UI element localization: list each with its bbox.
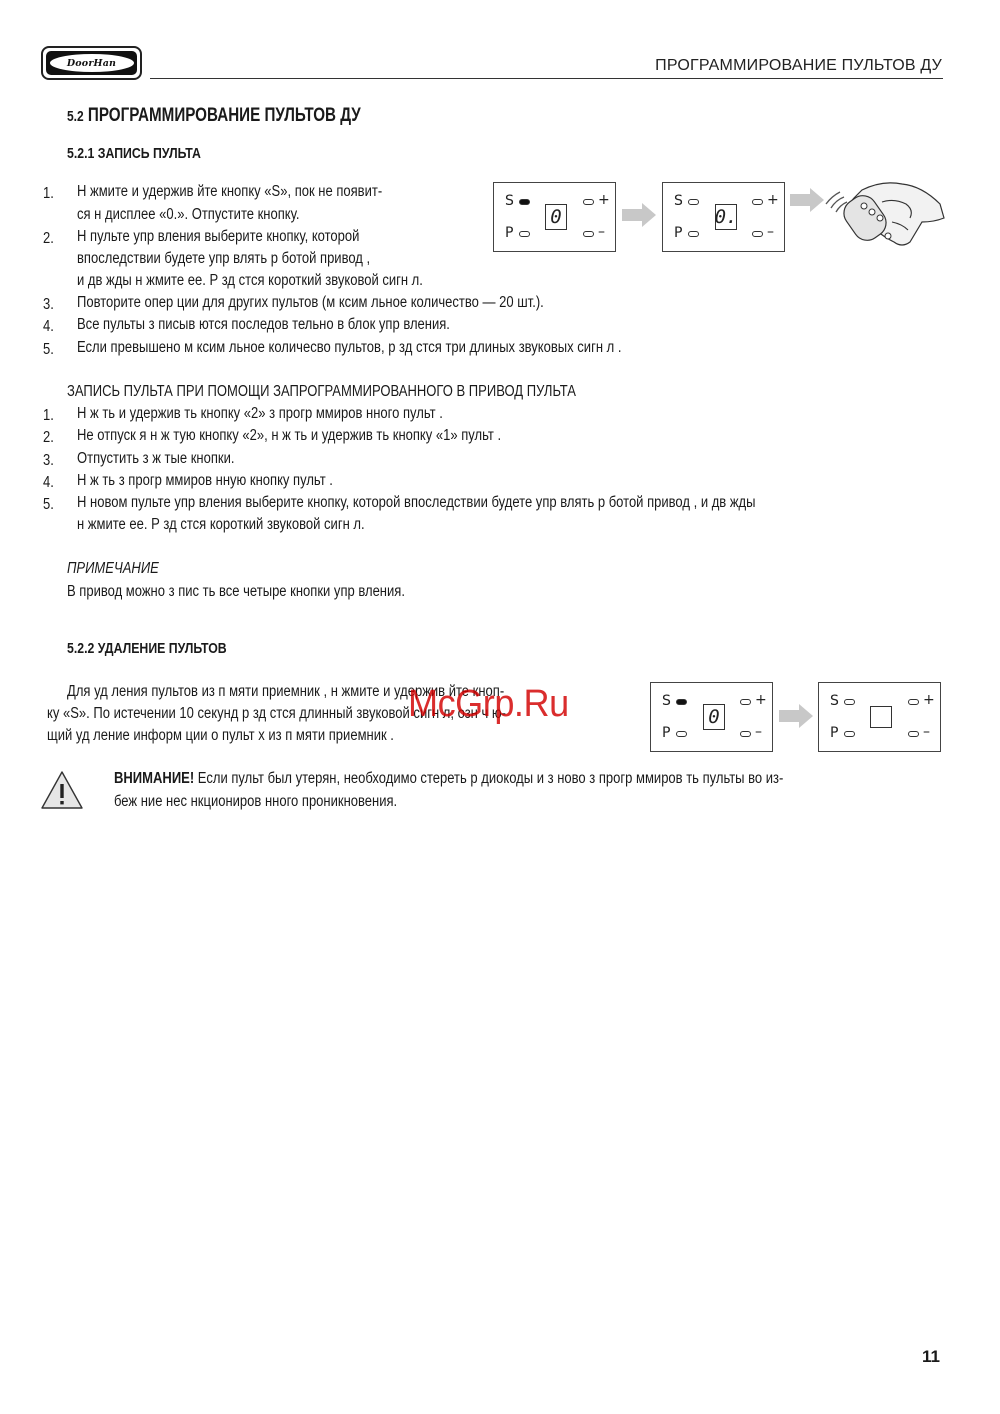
step-text: Н ж ть и удержив ть кнопку «2» з прогр ммиров нного пульт . <box>77 405 443 422</box>
section-title: ПРОГРАММИРОВАНИЕ ПУЛЬТОВ ДУ <box>87 105 361 126</box>
alt-method-title: ЗАПИСЬ ПУЛЬТА ПРИ ПОМОЩИ ЗАПРОГРАММИРОВАННОГО В ПРИВОД ПУЛЬТА <box>67 383 576 400</box>
s-led-on <box>519 199 530 205</box>
minus-led <box>740 731 751 737</box>
plus-label: + <box>755 692 767 708</box>
step-text: Н жмите и удержив йте кнопку «S», пок не появит- <box>77 183 383 200</box>
step-number: 2. <box>43 230 54 247</box>
s-label: S <box>830 693 839 709</box>
step-text: ся н дисплее «0.». Отпустите кнопку. <box>77 206 300 223</box>
step-text: Если превышено м ксим льное количесво пультов, р зд стся три длиных звуковых сигн л . <box>77 339 622 356</box>
step-text: Повторите опер ции для других пультов (м ксим льное количество — 20 шт.). <box>77 294 544 311</box>
step-text: Н ж ть з прогр ммиров нную кнопку пульт . <box>77 472 333 489</box>
warning-line-1 <box>114 771 783 787</box>
minus-led <box>908 731 919 737</box>
segment-display: 0 <box>703 704 725 730</box>
header-rule <box>150 78 943 79</box>
step-number: 3. <box>43 296 54 313</box>
minus-label: – <box>923 724 930 740</box>
page-number: 11 <box>922 1347 940 1366</box>
logo-text: DoorHan <box>66 57 117 69</box>
control-panel-4 <box>818 682 941 752</box>
minus-led <box>752 231 763 237</box>
p-label: P <box>662 725 671 741</box>
plus-label: + <box>767 192 779 208</box>
segment-display: 0 <box>545 204 567 230</box>
step-number: 1. <box>43 185 54 202</box>
warning-line-2: беж ние нес нкциониров нного проникновения. <box>114 793 398 810</box>
p-led <box>519 231 530 237</box>
p-led <box>844 731 855 737</box>
p-led <box>688 231 699 237</box>
right-arrow-icon <box>788 180 826 220</box>
hand-remote-icon <box>822 178 946 248</box>
step-text: Н пульте упр вления выберите кнопку, которой <box>77 228 360 245</box>
p-label: P <box>674 225 683 241</box>
step-text: и дв жды н жмите ее. Р зд стся короткий звуковой сигн л. <box>77 272 423 289</box>
delete-text-line: щий уд ление информ ции о пульт х из п мяти приемник . <box>47 727 394 744</box>
step-text: Н новом пульте упр вления выберите кнопку, которой впоследствии будете упр влять р ботой привод , и дв жды <box>77 494 756 511</box>
s-led <box>844 699 855 705</box>
plus-label: + <box>598 192 610 208</box>
right-arrow-icon <box>620 202 658 228</box>
step-number: 5. <box>43 341 54 358</box>
step-text: впоследствии будете упр влять р ботой привод , <box>77 250 371 267</box>
s-label: S <box>674 193 683 209</box>
s-led <box>688 199 699 205</box>
subsection-2-title: 5.2.2 УДАЛЕНИЕ ПУЛЬТОВ <box>67 640 227 657</box>
s-label: S <box>505 193 514 209</box>
plus-led <box>740 699 751 705</box>
delete-text-line: Для уд ления пультов из п мяти приемник , н жмите и удержив йте кноп- <box>67 683 505 700</box>
doorhan-logo <box>41 46 142 80</box>
warning-label: ВНИМАНИЕ! <box>114 770 195 787</box>
warning-icon <box>40 770 84 810</box>
right-arrow-icon <box>777 703 815 729</box>
note-title: ПРИМЕЧАНИЕ <box>67 560 159 577</box>
delete-text-line: ку «S». По истечении 10 секунд р зд стся длинный звуковой сигн л, озн ч ю- <box>47 705 506 722</box>
step-number: 4. <box>43 318 54 335</box>
plus-label: + <box>923 692 935 708</box>
watermark: McGrp.Ru <box>408 683 569 725</box>
step-number: 5. <box>43 496 54 513</box>
step-text: Отпустить з ж тые кнопки. <box>77 450 235 467</box>
control-panel-2 <box>662 182 785 252</box>
segment-display: 0. <box>714 206 738 228</box>
warning-text: Если пульт был утерян, необходимо стереть р диокоды и з ново з прогр ммиров ть пульты во из- <box>194 770 784 787</box>
plus-led <box>908 699 919 705</box>
blank-display <box>870 706 892 728</box>
minus-label: – <box>755 724 762 740</box>
plus-led <box>752 199 763 205</box>
step-text: Не отпуск я н ж тую кнопку «2», н ж ть и удержив ть кнопку «1» пульт . <box>77 427 502 444</box>
minus-label: – <box>598 224 605 240</box>
minus-led <box>583 231 594 237</box>
plus-led <box>583 199 594 205</box>
s-label: S <box>662 693 671 709</box>
control-panel-1 <box>493 182 616 252</box>
p-led <box>676 731 687 737</box>
s-led-on <box>676 699 687 705</box>
minus-label: – <box>767 224 774 240</box>
step-number: 3. <box>43 452 54 469</box>
step-text: н жмите ее. Р зд стся короткий звуковой сигн л. <box>77 516 365 533</box>
header-title: ПРОГРАММИРОВАНИЕ ПУЛЬТОВ ДУ <box>655 57 942 74</box>
note-text: В привод можно з пис ть все четыре кнопки упр вления. <box>67 583 405 600</box>
step-number: 4. <box>43 474 54 491</box>
step-number: 2. <box>43 429 54 446</box>
section-heading <box>67 105 361 127</box>
step-text: Все пульты з писыв ются последов тельно в блок упр вления. <box>77 316 450 333</box>
control-panel-3 <box>650 682 773 752</box>
p-label: P <box>505 225 514 241</box>
p-label: P <box>830 725 839 741</box>
step-number: 1. <box>43 407 54 424</box>
subsection-1-title: 5.2.1 ЗАПИСЬ ПУЛЬТА <box>67 145 201 162</box>
section-number: 5.2 <box>67 108 84 125</box>
